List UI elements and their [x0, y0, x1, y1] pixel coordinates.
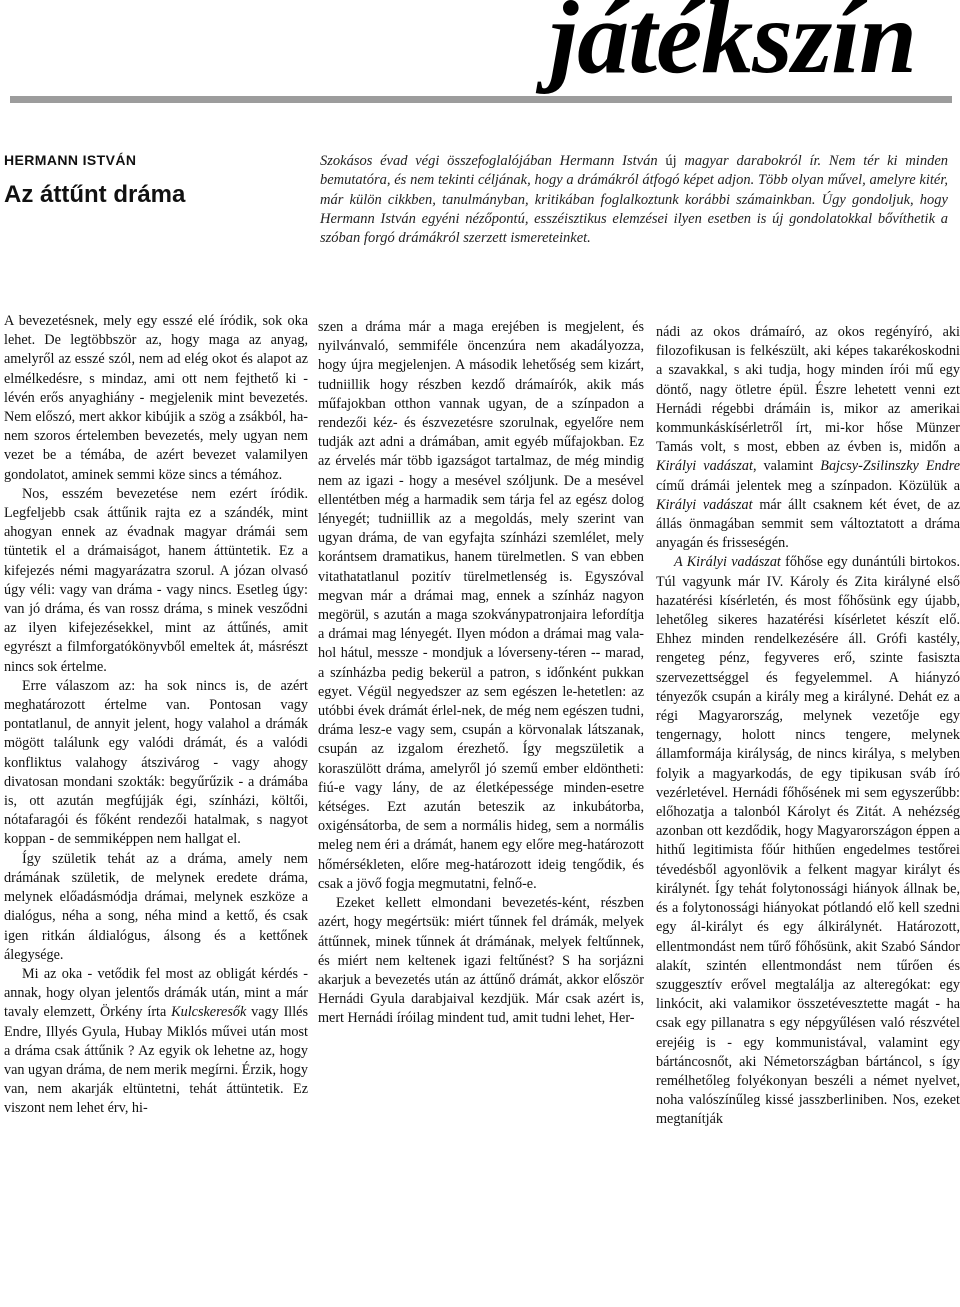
masthead — [0, 0, 960, 110]
paragraph — [656, 553, 960, 1129]
paragraph: Erre válaszom az: ha sok nincs is, de azért meghatározott értelme van. Pontosan vagy pontatlanul, de annyit jelent, hogy valahol a drámák mögött találunk egy valódi drámát, és a valódi konfliktus valahogy átszivárog - vagy ahogy divatosan mondani szokták: begyűrűzik - a drámába is, ott azután megfújják égi, színházi, költői, nótafaragói és főként rendezői hatalmak, s nagyot koppan - de semmiképpen nem hallgat el. — [4, 677, 308, 848]
text-run: Mi az oka - vetődik fel most az obligát kérdés - annak, hogy olyan jelentős drámák után, mint a már tavaly elemzett, Örkény írta — [4, 965, 308, 1021]
lead-text-start: Szokásos évad végi összefoglalójában Hermann István — [320, 153, 666, 169]
body-column-2 — [318, 318, 644, 1238]
paragraph: Így születik tehát az a dráma, amely nem drámának születik, de melynek eredete dráma, melynek előadásmódja drámai, melynek eszköze a dialógus, néha a song, néha mind a kettő, és csak igen ritkán áldialógus, álsong és a kettőnek álegysége. — [4, 850, 308, 963]
section-title: játékszín — [549, 0, 916, 95]
work-title: Királyi vadászat — [656, 496, 753, 513]
paragraph: Nos, esszém bevezetése nem ezért íródik. Legfeljebb csak áttűnik rajta ez a szándék, mint ahogyan ennek az évadnak magyar drámái sem tüntetik el a drámaiságot, hanem áttüntetik. Ez a kifejezés némi magyarázatra szorul. A józan olvasó úgy véli: vagy van dráma - vagy nincs. Esetleg úgy: van jó dráma, és van rossz dráma, s minek vesződni az ilyen kifejezésekkel, mint az áttűnés, amit egyrészt a filmforgatókönyvből emeltek át, másrészt nincs sok értelme. — [4, 485, 308, 675]
body-column-1 — [4, 312, 308, 1302]
masthead-rule — [10, 96, 952, 103]
lead-text-upright: új — [665, 153, 677, 169]
work-title: Kulcskeresők — [171, 1004, 247, 1021]
text-run: nádi az okos drámaíró, az okos regényíró, aki filozofikusan is felkészült, aki képes takarékoskodni a szavakkal, s aki tudja, hogy minden írói mű egy döntő, nagy ötletre épül. Észre lehetett venni ezt Hernádi régebbi drámáin is, mikor az amerikai kommunkáskísérletről írt, mi-kor hőse Münzer Tamás volt, s most, ebben az évben is, midőn a — [656, 324, 960, 456]
body-column-3 — [656, 323, 960, 1267]
text-run: főhőse egy dunántúli birtokos. Túl vagyunk már IV. Károly és Zita királyné első hazatérési kísérletén, és most főhősünk egy újabb, lehetőleg sikeres hazatérési kísérletet készít elő. Ehhez minden rendelkezésére áll. Grófi kastély, rengeteg pénz, fegyveres erő, szinte fasiszta szervezettséggel és fegyelemmel. A hiányzó tényezők csupán a király meg a királyné. Dehát ez a régi Magyarország, melynek vezetője egy tengernagy, holott nincs tengere, melynek államformája királyság, de nincs királya, s melyben folyik a magyarkodás, de egy tipikusan sváb író vezérletével. Hernádi főhősének mi sem egyszerűbb: előhozatja a talonból Károlyt és Zitát. A nehézség azonban ott kezdődik, hogy Magyarországon éppen a hithű legitimista főúr hithűen engedelmes testőrei tévedésből agyonlövik a felkent magyar királyt és királynét. Így tehát folytonossági hiányok állnak be, és a folytonossági hiányokat pótlandó elő kell szedni egy ál-királyt és egy álkirálynét. Határozott, ellentmondást nem tűrő főhősünk, akit Szabó Sándor alakít, szintén ellentmondást nem tűrően és szuggesztív erővel megtalálja az alteregókat: egy linkócit, aki valamikor összetévesztette magát - ha csak egy pillanatra s egy népgyűlésen való részvétel erejéig is - egy kommunistával, valamint egy bártáncosnőt, aki Németországban bártáncol, s így remélhetőleg folyékonyan beszéli a német nyelvet, noha valószínűleg kissé jasszberliniben. Nos, ezeket megtanítják — [656, 554, 960, 1128]
paragraph: A bevezetésnek, mely egy esszé elé íródik, sok oka lehet. De legtöbbször az, hogy maga az anyag, amelyről az esszé szól, nem ad elég okot és alapot az elmélkedésre, s mindaz, ami ott nem fejthető ki - lévén erős anyaghiány - megjelenik mint bevezetés. Nem előszó, mert akkor kibújik a szög a zsákból, ha-nem szoros értelemben bevezetés, mely ugyan nem vezet be a témába, de azért bevezet valamilyen gondolatot, aminek semmi köze sincs a témához. — [4, 313, 308, 483]
text-run: , valamint — [752, 458, 821, 475]
paragraph: Ezeket kellett elmondani bevezetés-ként, részben azért, hogy megértsük: miért tűnnek fel drámák, melyek áttűnnek, minek tűnnek át drámának, melyek feltűnnek, és miért nem keltenek igazi feltűnést? S ha sorjázni akarjuk a bevezetés után az áttűnő drámát, akkor először Hernádi Gyula darabjaival kezdjük. Már csak azért is, mert Hernádi íróilag mindent tud, amit tudni lehet, Her- — [318, 895, 644, 1027]
text-run: című drámái jelentek meg a színpadon. Közülük a — [656, 477, 960, 494]
text-run: már állt csaknem két évet, de az állás önmagában semmit sem változtatott a dráma anyagán és frisseségén. — [656, 496, 960, 552]
paragraph — [656, 323, 960, 553]
text-run: vagy Illés Endre, Illyés Gyula, Hubay Miklós művei után most a dráma csak áttűnik ? Az egyik ok lehetne az, hogy van ugyan dráma, de nem merik megírni. Érzik, hogy van, nem akarják eltüntetni, tehát áttüntetik. Ez viszont nem lehet érv, hi- — [4, 1004, 308, 1117]
work-title: Bajcsy-Zsilinszky Endre — [820, 458, 960, 475]
lead-paragraph — [320, 152, 948, 248]
author-name: HERMANN ISTVÁN — [4, 152, 137, 168]
work-title: Királyi vadászat — [656, 458, 753, 475]
paragraph: szen a dráma már a maga erejében is megjelent, és nyilvánvaló, semmiféle öncenzúra nem akadályozza, hogy újra megjelenjen. A második lehetőség sem kizárt, tudniillik hogy részben kezdő drámaírók, akik más műfajokban otthon vannak ugyan, de a színpadon a rendezői kéz- és észvezetésre szorulnak, egyelőre nem tudják azt adni a drámában, amit egyéb műfajokban. Ez az érvelés már több igazságot tartalmaz, de még mindig nem az igazi - hogy a mesével szóljunk. De a mesével ellentétben még a harmadik sem tárja fel az egész dolog lényegét; tudniillik az a megoldás, mely szerint van ugyan dráma, de van egyfajta színházi szemlélet, mely korántsem dramatikus, hanem türelmetlen. S van ebben vitathatatlanul pozitív türelmetlenség is. Egyszóval megvan már a drámai mag, ennek a színház nagyon megörül, s azután a maga szokványpatronjaira lefordítja a drámai mag lényegét. Ilyen módon a drámai mag vala-hol hátul, messze - mondjuk a lóverseny-téren -- marad, a színházba pedig bekerül a patron, s időnként pukkan egyet. Végül negyedszer az sem egészen le-hetetlen: az utóbbi évek drámát érlel-nek, de még nem egészen tudni, dráma lesz-e vagy sem, csupán a körvonalak látszanak, csupán az izgalom érezhető. Így megszületik a koraszülött dráma, amelyről jó szemű ember eldöntheti: fiú-e vagy lány, de az életképessége minden-esetre kétséges. Ezt azután beteszik az inkubátorba, oxigénsátorba, de sem a normális hideg, sem a normális meleg nem éri a drámát, hanem egy előre meg-határozott hőmérsékleten, előre meg-határozott ideig tengődik, és csak a jövő fogja megmutatni, felnő-e. — [318, 319, 644, 892]
work-title: A Királyi vadászat — [674, 554, 781, 571]
lead-text-end: magyar darabokról ír. Nem tér ki minden bemutatóra, és nem tekinti céljának, hogy a drámákról átfogó képet adjon. Több olyan művel, amelyre kitér, már külön cikkben, tanulmányban, kritikában foglalkoztunk korábbi számainkban. Úgy gondoljuk, hogy Hermann István egyéni nézőpontú, esszéisztikus elemzései ilyen esetben is új gondolatokkal bővíthetik a szóban forgó drámákról szerzett ismereteinket. — [320, 153, 948, 247]
article-title: Az áttűnt dráma — [4, 181, 186, 208]
paragraph — [4, 965, 308, 1119]
